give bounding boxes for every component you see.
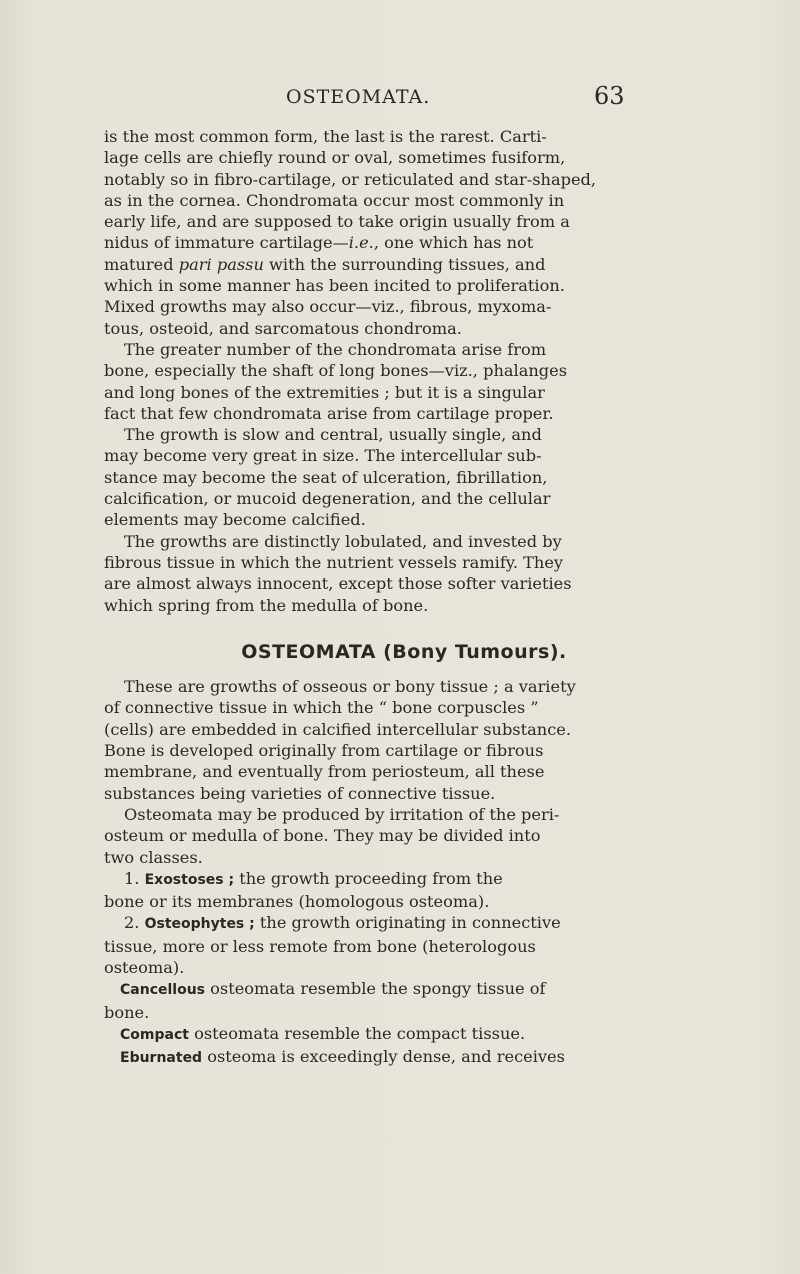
text-line: may become very great in size. The intercellular sub- (104, 446, 542, 466)
list-item-exostoses (104, 868, 704, 913)
text-line: The growths are distinctly lobulated, and invested by (124, 531, 562, 551)
text-line: Mixed growths may also occur—viz., fibrous, myxoma- (104, 297, 552, 317)
text-line: which in some manner has been incited to proliferation. (104, 276, 565, 296)
text-run: nidus of immature cartilage— (104, 233, 349, 253)
text-line: bone. (104, 1002, 150, 1022)
text-line: osteum or medulla of bone. They may be divided into (104, 826, 541, 846)
bold-term: Eburnated (120, 1050, 203, 1067)
text-line: stance may become the seat of ulceration, fibrillation, (104, 467, 548, 487)
text-line: as in the cornea. Chondromata occur most commonly in (104, 190, 565, 210)
text-line (104, 254, 704, 275)
text-line: and long bones of the extremities ; but it is a singular (104, 382, 545, 402)
text-line: lage cells are chiefly round or oval, sometimes fusiform, (104, 148, 566, 168)
text-line: elements may become calcified. (104, 510, 366, 530)
text-line: membrane, and eventually from periosteum, all these (104, 762, 545, 782)
text-line: of connective tissue in which the “ bone corpuscles ” (104, 698, 539, 718)
bold-term: Exostoses ; (144, 871, 235, 888)
text-line: fact that few chondromata arise from cartilage proper. (104, 403, 554, 423)
text-line: (cells) are embedded in calcified intercellular substance. (104, 719, 571, 739)
text-line: These are growths of osseous or bony tissue ; a variety (124, 677, 576, 697)
text-line: bone or its membranes (homologous osteoma). (104, 892, 490, 912)
paragraph-cancellous (104, 978, 704, 1023)
list-number: 1. (124, 868, 145, 888)
paragraph-chondromata-cells (104, 126, 704, 339)
text-line (104, 232, 704, 253)
paragraph-chondromata-structure (104, 531, 704, 616)
text-run: , one which has not (373, 233, 534, 253)
text-run: with the surrounding tissues, and (263, 254, 546, 274)
italic-term: i.e. (348, 233, 374, 253)
text-line (104, 978, 704, 1001)
text-line: early life, and are supposed to take origin usually from a (104, 212, 570, 232)
text-line: which spring from the medulla of bone. (104, 595, 429, 615)
text-run: the growth proceeding from the (234, 868, 503, 888)
bold-term: Osteophytes ; (144, 916, 255, 933)
text-line: calcification, or mucoid degeneration, and the cellular (104, 489, 551, 509)
paragraph-compact (104, 1023, 704, 1046)
list-number: 2. (124, 913, 145, 933)
text-line: bone, especially the shaft of long bones—viz., phalanges (104, 361, 568, 381)
bold-term: Cancellous (120, 982, 205, 999)
text-line: is the most common form, the last is the rarest. Carti- (104, 127, 547, 146)
section-heading: OSTEOMATA (Bony Tumours). (241, 640, 567, 663)
text-line: Osteomata may be produced by irritation of the peri- (124, 804, 560, 824)
text-line: tous, osteoid, and sarcomatous chondroma. (104, 318, 462, 338)
list-item-osteophytes (104, 912, 704, 978)
text-run: matured (104, 254, 179, 274)
italic-term: pari passu (178, 254, 264, 274)
text-line (104, 868, 704, 891)
text-line: fibrous tissue in which the nutrient vessels ramify. They (104, 552, 564, 572)
text-line: The growth is slow and central, usually single, and (124, 425, 542, 445)
text-line: tissue, more or less remote from bone (heterologous (104, 936, 536, 956)
text-line: substances being varieties of connective tissue. (104, 783, 496, 803)
text-line: The greater number of the chondromata arise from (124, 339, 547, 359)
bold-term: Compact (120, 1026, 189, 1043)
text-line (104, 1023, 704, 1046)
page-header (0, 82, 800, 116)
text-run: the growth originating in connective (254, 913, 561, 933)
paragraph-eburnated (104, 1046, 704, 1069)
text-line (104, 1046, 704, 1069)
running-head: OSTEOMATA. (286, 86, 431, 108)
paragraph-osteomata-definition (104, 676, 704, 804)
text-line: osteoma). (104, 957, 185, 977)
text-run: osteoma is exceedingly dense, and receives (202, 1047, 565, 1067)
text-run: osteomata resemble the spongy tissue of (205, 979, 546, 999)
body-text (104, 126, 704, 1069)
paragraph-osteomata-causes (104, 804, 704, 868)
paragraph-chondromata-origin (104, 339, 704, 424)
page-number: 63 (594, 82, 625, 110)
paragraph-chondromata-growth (104, 424, 704, 530)
text-line: are almost always innocent, except those softer varieties (104, 574, 572, 594)
text-line: two classes. (104, 847, 203, 867)
text-line: Bone is developed originally from cartilage or fibrous (104, 741, 544, 761)
text-run: osteomata resemble the compact tissue. (188, 1023, 526, 1043)
text-line (104, 912, 704, 935)
text-line: notably so in fibro-cartilage, or reticulated and star-shaped, (104, 169, 597, 189)
